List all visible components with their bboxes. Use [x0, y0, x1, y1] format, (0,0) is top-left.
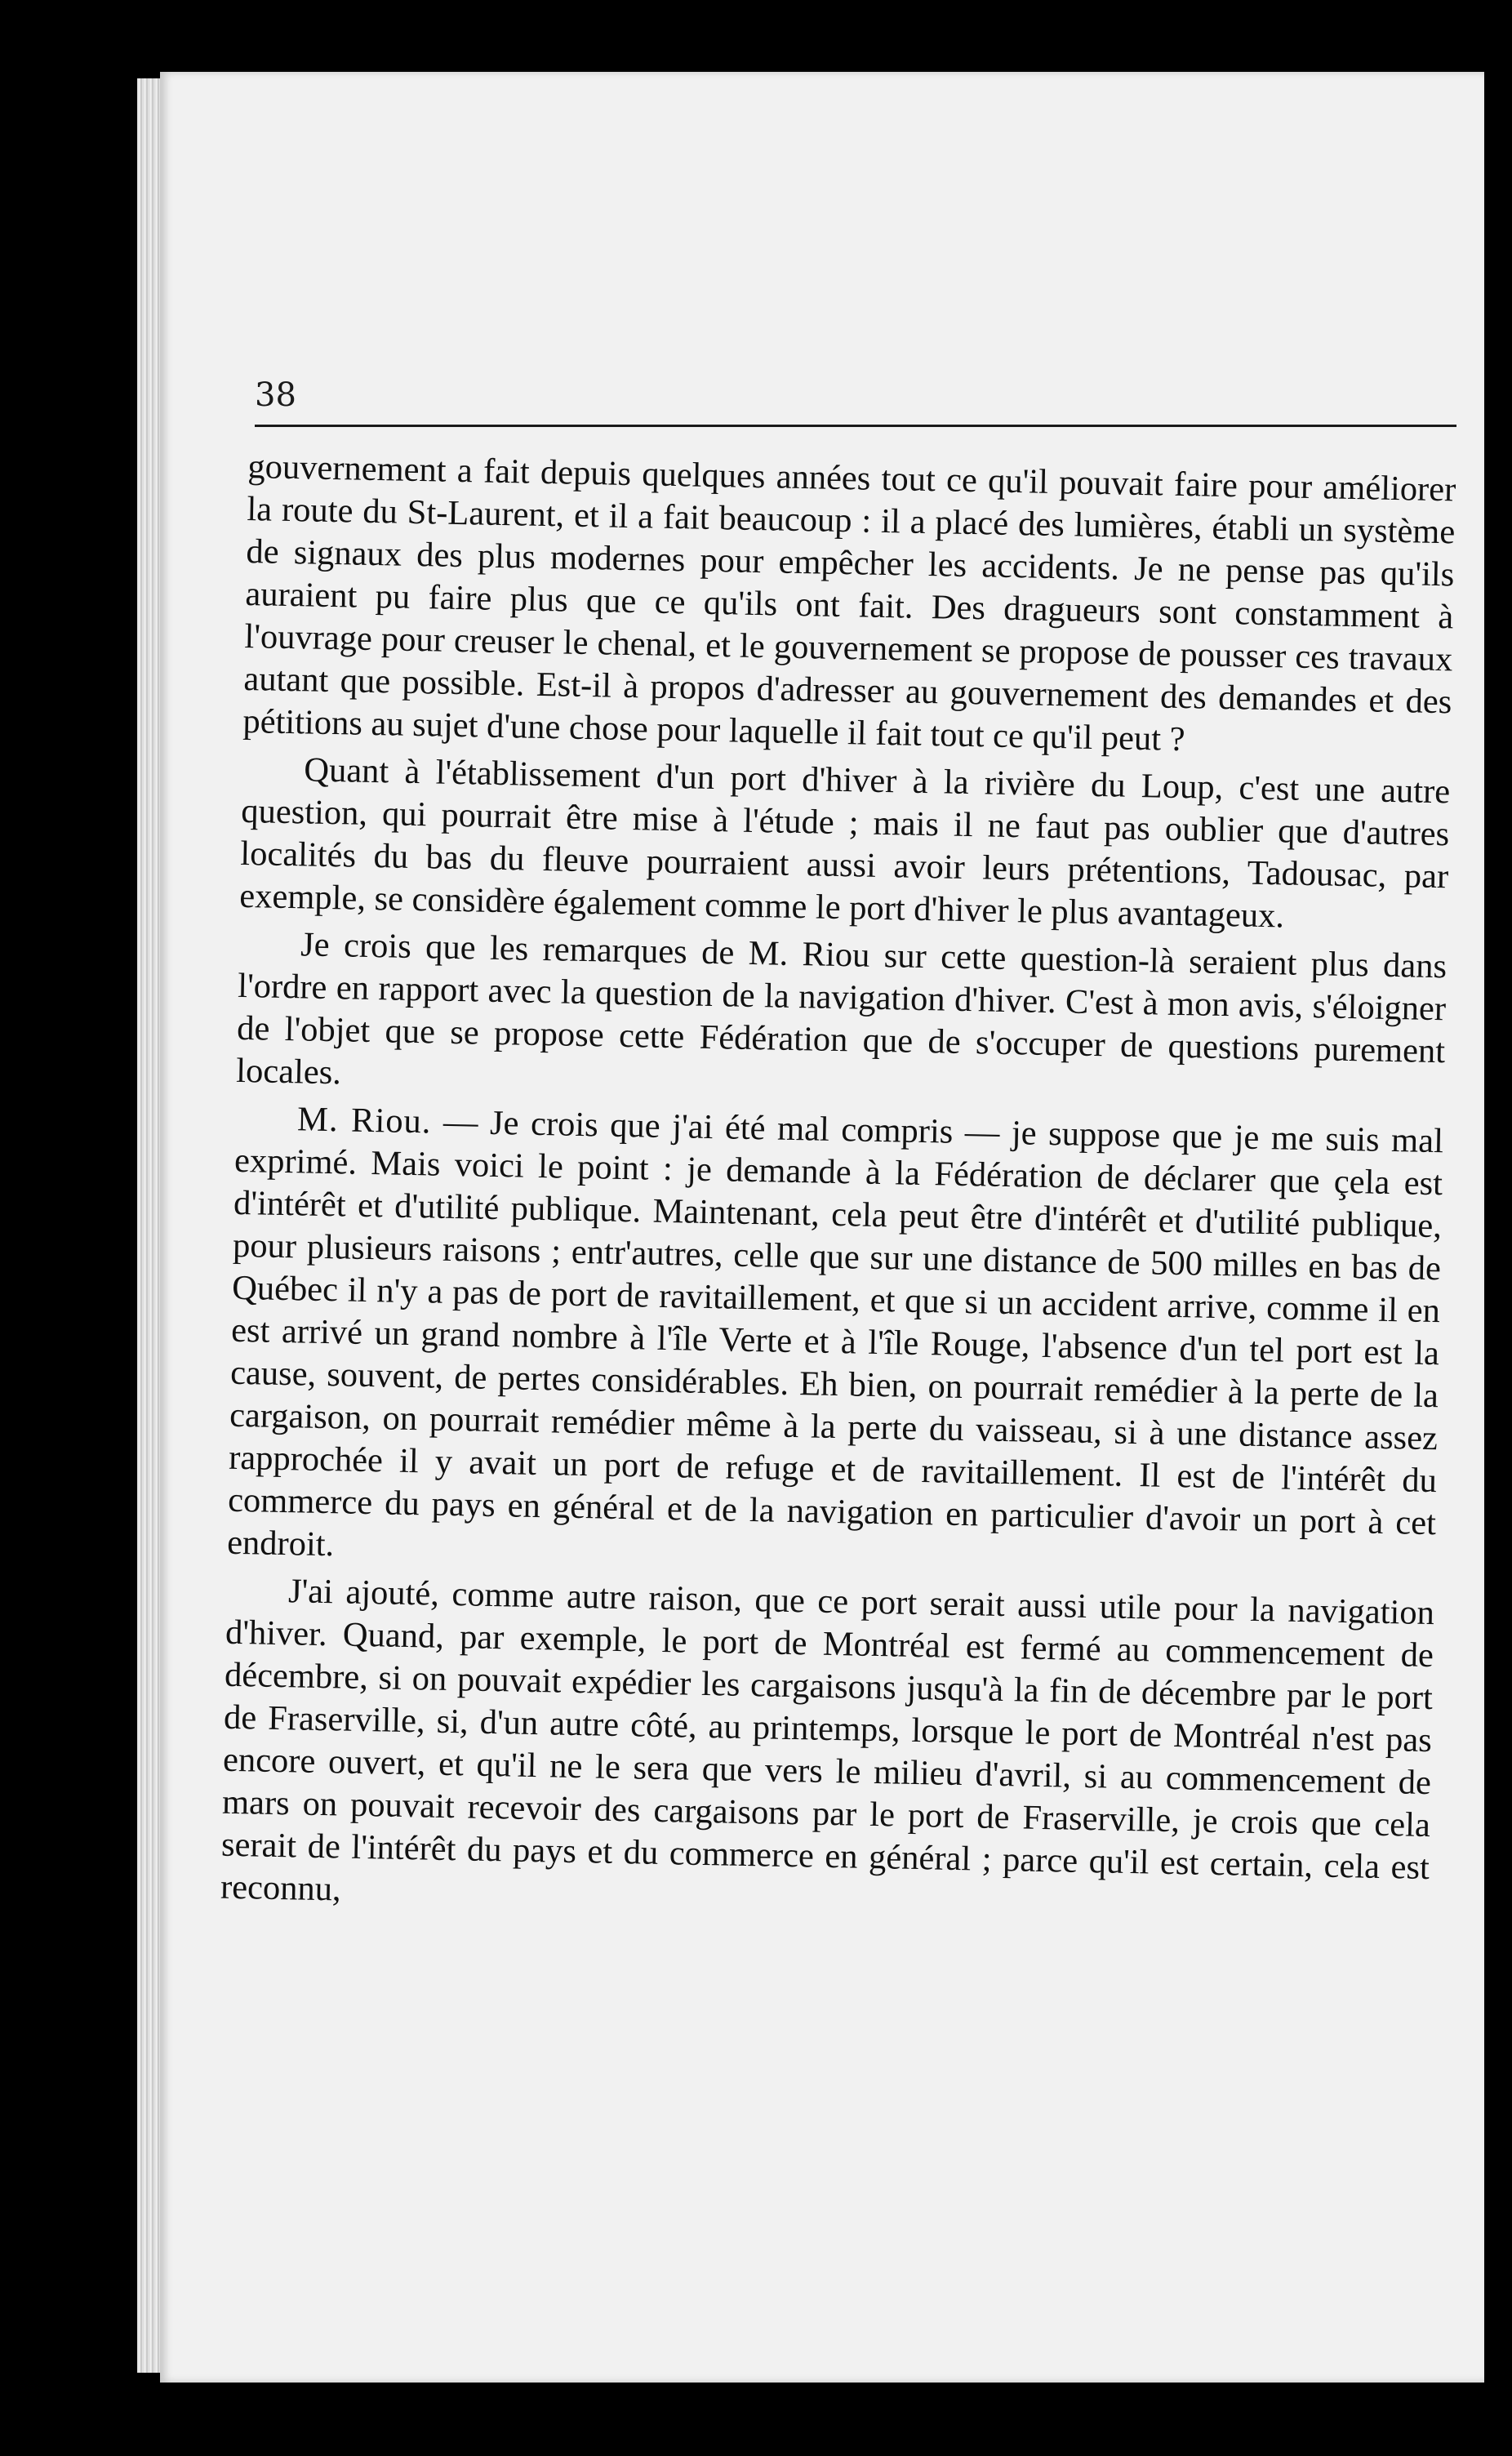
paragraph-3 [236, 923, 1448, 1115]
paragraph-1 [242, 446, 1456, 766]
paragraph-text: gouvernement a fait depuis quelques années tout ce qu'il pouvait faire pour améliorer la route du St-Laurent, et il a fait beaucoup : il a placé des lumières, établi un système de signaux des plus modernes pour empêcher les accidents. Je ne pense pas qu'ils auraient pu faire plus que ce qu'ils ont fait. Des dragueurs sont constamment à l'ouvrage pour creuser le chenal, et le gouvernement se propose de pousser ces travaux autant que possible. Est-il à propos d'adresser au gouvernement des demandes et des pétitions au sujet d'une chose pour laquelle il fait tout ce qu'il peut ? [242, 447, 1456, 759]
paragraph-text: Je crois que les remarques de M. Riou sur cette question-là seraient plus dans l'ordre en rapport avec la question de la navigation d'hiver. C'est à mon avis, s'éloigner de l'objet que se propose cette Fédération que de s'occuper de questions purement locales. [235, 925, 1448, 1092]
speaker-name: M. Riou. [296, 1100, 432, 1141]
body-text [220, 446, 1456, 1937]
page-header [255, 369, 1456, 427]
paragraph-text: J'ai ajouté, comme autre raison, que ce port serait aussi utile pour la navigation d'hiver. Quand, par exemple, le port de Montréal est fermé au commencement de décembre, si on pouvait expédier les cargaisons jusqu'à la fin de décembre par le port de Fraserville, si, d'un autre côté, au printemps, lorsque le port de Montréal n'est pas encore ouvert, et qu'il ne le sera que vers le milieu d'avril, si au commencement de mars on pouvait recevoir des cargaisons par le port de Fraserville, je crois que cela serait de l'intérêt du pays et du commerce en général ; parce qu'il est certain, cela est reconnu, [220, 1572, 1435, 1909]
paragraph-2 [239, 748, 1451, 941]
paragraph-text: Quant à l'établissement d'un port d'hiver à la rivière du Loup, c'est une autre question, qui pourrait être mise à l'étude ; mais il ne faut pas oublier que d'autres localités du bas du fleuve pourraient aussi avoir leurs prétentions, Tadousac, par exemple, se considère également comme le port d'hiver le plus avantageux. [238, 750, 1451, 936]
paragraph-5 [220, 1569, 1435, 1932]
paragraph-4 [227, 1097, 1444, 1587]
page-number: 38 [255, 376, 296, 414]
paragraph-text: — Je crois que j'ai été mal compris — je suppose que je me suis mal exprimé. Mais voici le point : je demande à la Fédération de déclarer que çela est d'intérêt et d'utilité publique. Maintenant, cela peut être d'intérêt et d'utilité publique, pour plusieurs raisons ; entr'autres, celle que sur une distance de 500 milles en bas de Québec il n'y a pas de port de ravitaillement, et que si un accident arrive, comme il en est arrivé un grand nombre à l'île Verte et à l'île Rouge, l'absence d'un tel port est la cause, souvent, de pertes considérables. Eh bien, on pourrait remédier à la perte de la cargaison, on pourrait remédier même à la perte du vaisseau, si à une distance assez rapprochée il y avait un port de refuge et de ravitaillement. Il est de l'intérêt du commerce du pays en général et de la navigation en particulier d'avoir un port à cet endroit. [226, 1102, 1444, 1564]
